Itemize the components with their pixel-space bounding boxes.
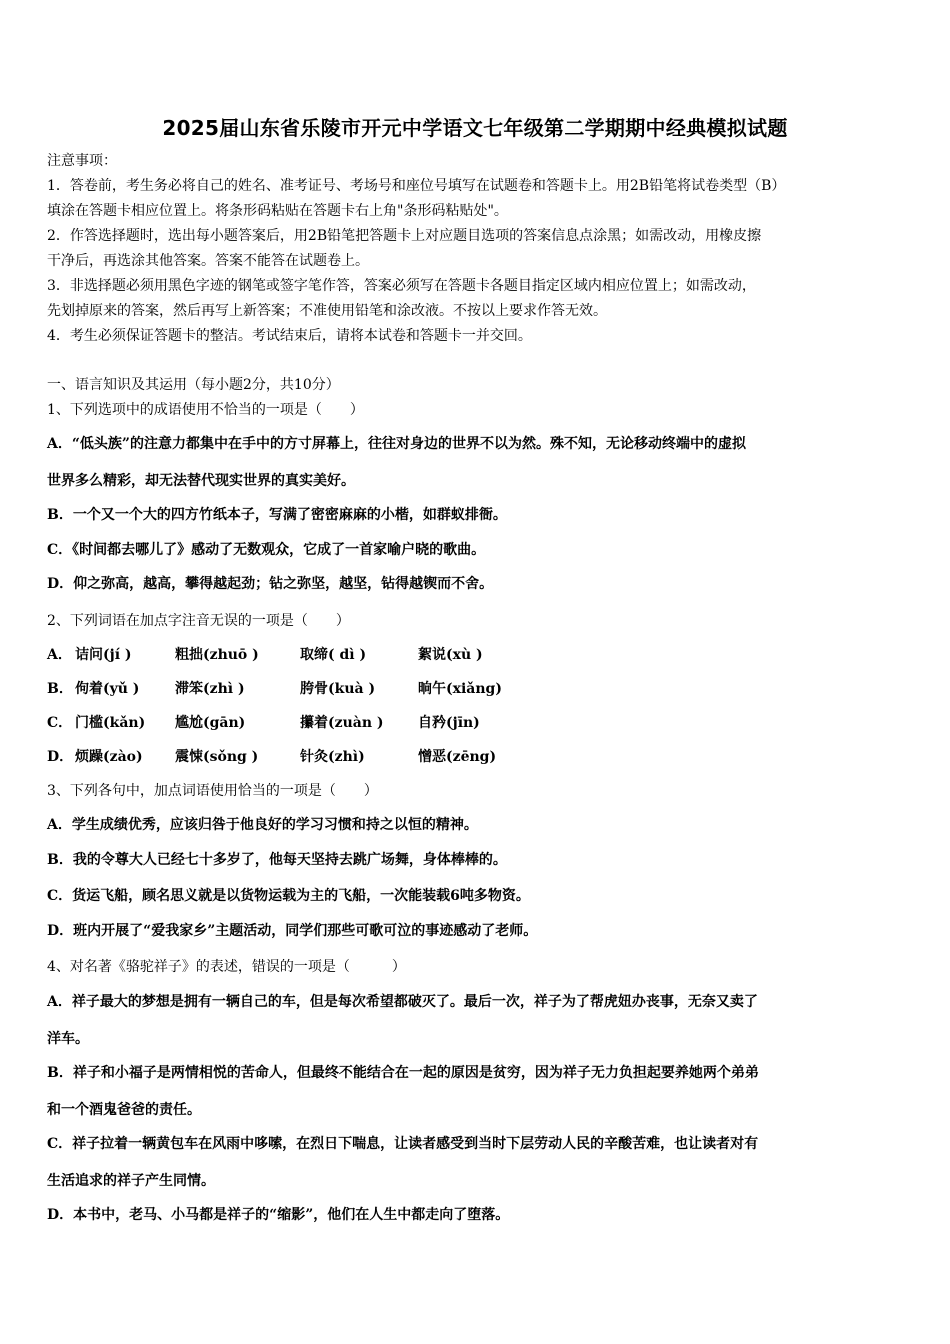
question-3-option-d: D．班内开展了“爱我家乡”主题活动，同学们那些可歌可泣的事迹感动了老师。 (47, 923, 538, 939)
option-label: B． (47, 681, 73, 697)
question-4-option-a-cont: 洋车。 (47, 1031, 89, 1047)
word-item: 絮说(xù ) (418, 647, 483, 663)
question-4-option-b-cont: 和一个酒鬼爸爸的责任。 (47, 1102, 201, 1118)
question-4-option-b: B．祥子和小福子是两情相悦的苦命人，但最终不能结合在一起的原因是贫穷，因为祥子无力负担起要养她两个弟弟 (47, 1065, 759, 1081)
question-1-option-d: D．仰之弥高，越高，攀得越起劲；钻之弥坚，越坚，钻得越锲而不舍。 (47, 576, 494, 592)
option-label: C． (47, 715, 73, 731)
word-item: 诘问(jí ) (75, 647, 132, 663)
question-4-option-c-cont: 生活追求的祥子产生同情。 (47, 1173, 215, 1189)
word-item: 针灸(zhì) (300, 749, 365, 765)
word-item: 烦躁(zào) (75, 749, 143, 765)
section-heading: 一、语言知识及其运用（每小题2分，共10分） (47, 377, 340, 393)
word-item: 震悚(sǒng ) (175, 749, 259, 765)
question-4-stem: 4、对名著《骆驼祥子》的表述，错误的一项是（ ） (47, 959, 406, 975)
question-1-option-a-cont: 世界多么精彩，却无法替代现实世界的真实美好。 (47, 473, 355, 489)
question-1-option-b: B．一个又一个大的四方竹纸本子，写满了密密麻麻的小楷，如群蚁排衙。 (47, 507, 507, 523)
question-1-option-c: C．《时间都去哪儿了》感动了无数观众，它成了一首家喻户晓的歌曲。 (47, 542, 486, 558)
notice-heading: 注意事项： (47, 153, 117, 169)
notice-line: 2．作答选择题时，选出每小题答案后，用2B铅笔把答题卡上对应题目选项的答案信息点涂黑；如需改动，用橡皮擦 (47, 228, 762, 244)
question-1-option-a: A．“低头族”的注意力都集中在手中的方寸屏幕上，往往对身边的世界不以为然。殊不知，无论移动终端中的虚拟 (47, 436, 746, 452)
page-title: 2025届山东省乐陵市开元中学语文七年级第二学期期中经典模拟试题 (162, 116, 788, 140)
option-label: A． (47, 647, 72, 663)
question-4-option-a: A．祥子最大的梦想是拥有一辆自己的车，但是每次希望都破灭了。最后一次，祥子为了帮虎妞办丧事，无奈又卖了 (47, 994, 758, 1010)
word-item: 佝着(yǔ ) (75, 681, 140, 697)
word-item: 攥着(zuàn ) (300, 715, 384, 731)
word-item: 取缔( dì ) (300, 647, 367, 663)
question-3-option-b: B．我的令尊大人已经七十多岁了，他每天坚持去跳广场舞，身体棒棒的。 (47, 852, 507, 868)
notice-line: 3．非选择题必须用黑色字迹的钢笔或签字笔作答，答案必须写在答题卡各题目指定区域内相应位置上；如需改动， (47, 278, 756, 294)
word-item: 自矜(jīn) (418, 715, 480, 731)
notice-line: 填涂在答题卡相应位置上。将条形码粘贴在答题卡右上角"条形码粘贴处"。 (47, 203, 508, 219)
question-4-option-d: D．本书中，老马、小马都是祥子的“缩影”，他们在人生中都走向了堕落。 (47, 1207, 510, 1223)
question-2-stem: 2、下列词语在加点字注音无误的一项是（ ） (47, 613, 350, 629)
word-item: 滞笨(zhì ) (175, 681, 245, 697)
question-4-option-c: C．祥子拉着一辆黄包车在风雨中哆嗦，在烈日下喘息，让读者感受到当时下层劳动人民的辛酸苦难，也让读者对有 (47, 1136, 759, 1152)
notice-line: 干净后，再选涂其他答案。答案不能答在试题卷上。 (47, 253, 369, 269)
word-item: 门槛(kǎn) (75, 715, 146, 731)
notice-line: 1．答卷前，考生务必将自己的姓名、准考证号、考场号和座位号填写在试题卷和答题卡上。用2B铅笔将试卷类型（B） (47, 178, 786, 194)
option-label: D． (47, 749, 74, 765)
notice-line: 4．考生必须保证答题卡的整洁。考试结束后，请将本试卷和答题卡一并交回。 (47, 328, 532, 344)
word-item: 粗拙(zhuō ) (175, 647, 259, 663)
notice-line: 先划掉原来的答案，然后再写上新答案；不准使用铅笔和涂改液。不按以上要求作答无效。 (47, 303, 607, 319)
word-item: 憎恶(zēng) (418, 749, 497, 765)
question-3-option-c: C．货运飞船，顾名思义就是以货物运载为主的飞船，一次能装载6吨多物资。 (47, 888, 530, 904)
question-1-stem: 1、下列选项中的成语使用不恰当的一项是（ ） (47, 402, 364, 418)
word-item: 晌午(xiǎng) (418, 681, 502, 697)
question-3-option-a: A．学生成绩优秀，应该归咎于他良好的学习习惯和持之以恒的精神。 (47, 817, 478, 833)
word-item: 胯骨(kuà ) (300, 681, 376, 697)
question-3-stem: 3、下列各句中，加点词语使用恰当的一项是（ ） (47, 783, 378, 799)
word-item: 尴尬(gān) (175, 715, 246, 731)
